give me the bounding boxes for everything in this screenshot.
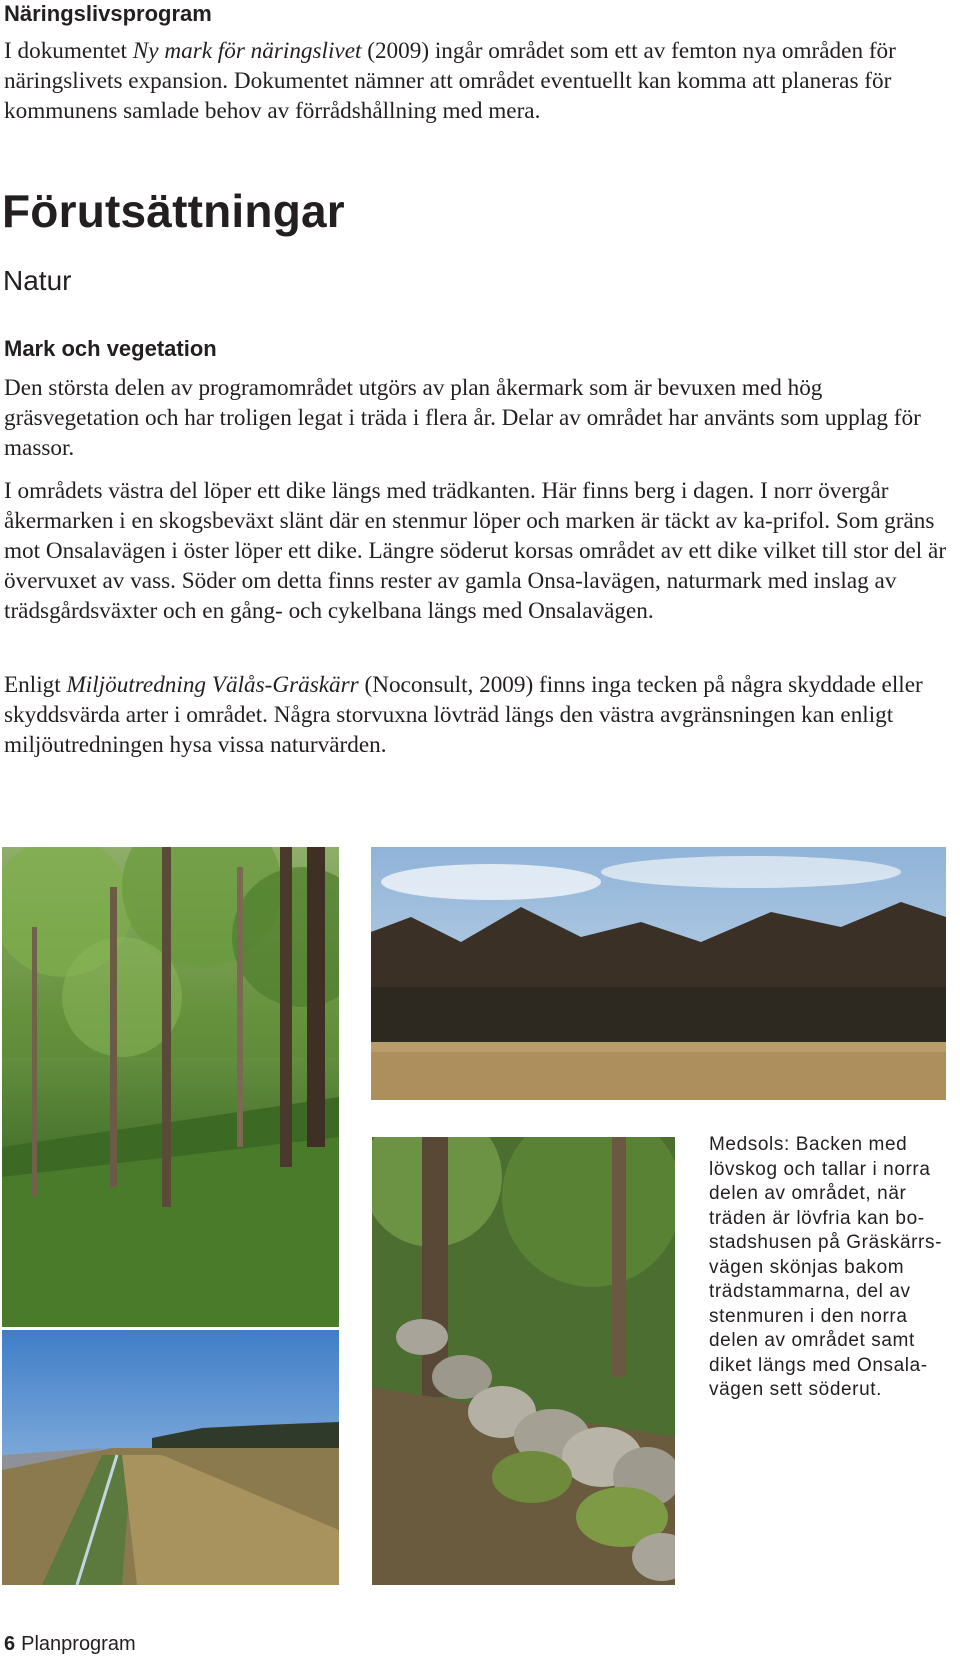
road-illustration [2,1330,339,1585]
page-number: 6 [4,1633,16,1655]
paragraph-text: (2009) ingår området som ett av femton nya områden för näringslivets expansion. Dokumentet nämner att området eventuellt kan komma att planeras för kommunens samlade behov av förrådshållning med mera. [4,38,896,124]
paragraph-mark-1: Den största delen av programområdet utgörs av plan åkermark som är bevuxen med hög gräsvegetation och har troligen legat i träda i flera år. Delar av området har använts som upplag för massor. [4,375,921,461]
paragraph-mark-2: I områdets västra del löper ett dike längs med trädkanten. Här finns berg i dagen. I norr övergår åkermarken i en skogsbeväxt slänt där en stenmur löper och marken är täckt av ka-prifol. Som gräns mot Onsalavägen i öster löper ett dike. Längre söderut korsas området av ett dike vilket till stor del är övervuxet av vass. Söder om detta finns rester av gamla Onsa-lavägen, naturmark med inslag av trädsgårdsväxter och en gång- och cykelbana längs med Onsalavägen. [4,478,947,624]
report-title: Miljöutredning Välås-Gräskärr [66,672,359,698]
photo-caption: Medsols: Backen med lövskog och tallar i norra delen av området, när träden är lövfria kan bo-stadshusen på Gräskärrs-vägen skönjas bakom trädstammarna, del av stenmuren i den norra delen av området samt diket längs med Onsala-vägen sett söderut. [709,1134,942,1400]
paragraph-text: Enligt [4,672,67,698]
paragraph-text: I dokumentet [4,38,133,64]
heading-forutsattningar: Förutsättningar [2,185,345,237]
photo-stone-wall [372,1137,675,1585]
page-footer [4,1633,136,1656]
paragraph-text: (Noconsult, 2009) finns inga tecken på några skyddade eller skyddsvärda arter i området. Några storvuxna lövträd längs den västra avgränsningen kan enligt miljöutredningen hysa vissa naturvärden. [4,672,923,758]
footer-label: Planprogram [21,1633,136,1655]
stone-wall-illustration [372,1137,675,1585]
heading-natur: Natur [3,265,72,296]
heading-mark-och-vegetation: Mark och vegetation [4,336,217,361]
paragraph-mark-3 [4,670,952,760]
document-title: Ny mark för näringslivet [132,38,362,64]
heading-naringslivsprogram: Näringslivsprogram [4,1,212,26]
photo-road-and-ditch [2,1330,339,1585]
photo-forest-slope [2,847,339,1327]
forest-illustration [2,847,339,1327]
field-illustration [371,847,946,1100]
photo-field-with-trees [371,847,946,1100]
paragraph-naringslivsprogram [4,36,952,126]
